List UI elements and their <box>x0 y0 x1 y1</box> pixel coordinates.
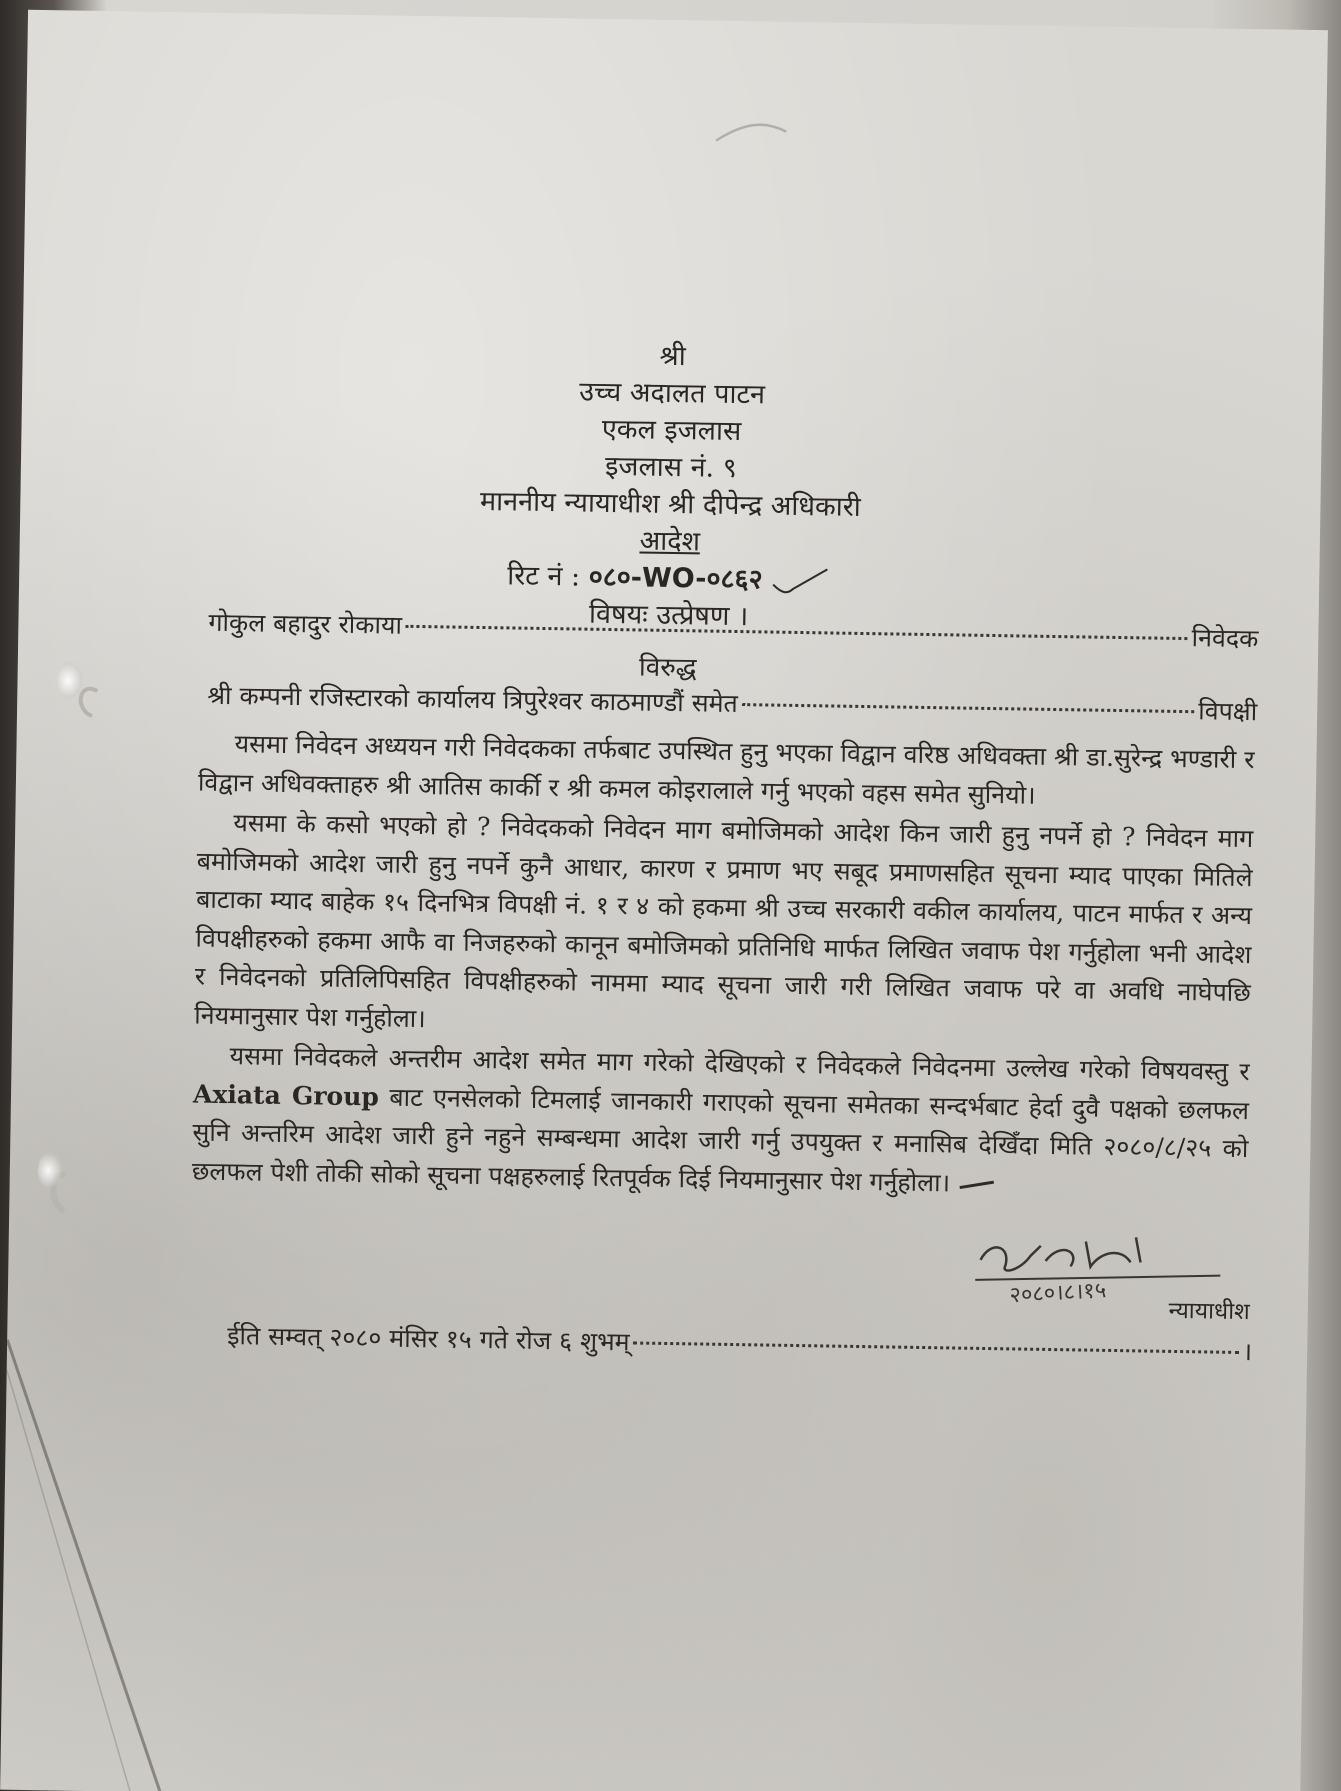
tick-mark-icon <box>771 566 831 597</box>
closing-line <box>227 1318 1252 1368</box>
pen-stroke-icon <box>958 1178 998 1193</box>
signature-date: २०८०।८।१५ <box>1008 1278 1107 1309</box>
petitioner-role: निवेदक <box>1191 623 1259 654</box>
company-name: Axiata Group <box>192 1079 380 1111</box>
writ-label: रिट नं : <box>506 560 581 593</box>
header-shree: श्री <box>659 340 687 373</box>
punch-hole-bottom <box>38 1150 65 1190</box>
versus-label: विरुद्ध <box>638 652 697 684</box>
paragraph-show-cause: यसमा के कसो भएको हो ? निवेदकको निवेदन माग बमोजिमको आदेश किन जारी हुनु नपर्ने हो ? निवेदन माग बमोजिमको आदेश जारी हुनु नपर्ने कुनै आधार, कारण र प्रमाण भए सबूद प्रमाणसहित सूचना म्याद पाएका मितिले बाटाका म्याद बाहेक १५ दिनभित्र विपक्षी नं. १ र ४ को हकमा श्री उच्च सरकारी वकील कार्यालय, पाटन मार्फत र अन्य विपक्षीहरुको हकमा आफै वा निजहरुको कानून बमोजिमको प्रतिनिधि मार्फत लिखित जवाफ पेश गर्नुहोला भनी आदेश र निवेदनको प्रतिलिपिसहित विपक्षीहरुको नाममा म्याद सूचना जारी गरी लिखित जवाफ परे वा अवधि नाघेपछि नियमानुसार पेश गर्नुहोला। <box>194 808 1254 1033</box>
order-header <box>18 328 1322 644</box>
bench-number: इजलास नं. ९ <box>604 450 738 484</box>
paragraph-interim-order <box>192 1037 1250 1208</box>
respondent-name: श्री कम्पनी रजिस्टारको कार्यालय त्रिपुरेश्वर काठमाण्डौं समेत <box>207 680 739 719</box>
judge-name: माननीय न्यायाधीश श्री दीपेन्द्र अधिकारी <box>479 485 862 523</box>
dotted-leader <box>742 703 1194 713</box>
dotted-leader <box>406 625 1188 640</box>
order-title: आदेश <box>639 525 701 558</box>
dotted-leader <box>634 1341 1239 1354</box>
judge-title: न्यायाधीश <box>1168 1297 1250 1326</box>
paragraph-interim-part2: बाट एनसेलको टिमलाई जानकारी गराएको सूचना समेतका सन्दर्भबाट हेर्दा दुवै पक्षको छलफल सुनि अन्तरिम आदेश जारी हुने नहुने सम्बन्धमा आदेश जारी गर्नु उपयुक्त र मनासिब देखिँदा मिति २०८०/८/२५ को छलफल पेशी तोकी सोको सूचना पक्षहरुलाई रितपूर्वक दिई नियमानुसार पेश गर्नुहोला। <box>191 1082 1250 1197</box>
bench-type: एकल इजलास <box>601 413 742 448</box>
closing-text: ईति सम्वत् २०८० मंसिर १५ गते रोज ६ शुभम् <box>227 1321 630 1357</box>
order-body <box>192 725 1255 1210</box>
respondent-role: विपक्षी <box>1198 696 1258 727</box>
paragraph-hearing: यसमा निवेदन अध्ययन गरी निवेदकका तर्फबाट उपस्थित हुनु भएका विद्वान वरिष्ठ अधिवक्ता श्री डा.सुरेन्द्र भण्डारी र विद्वान अधिवक्ताहरु श्री आतिस कार्की र श्री कमल कोइरालाले गर्नु भएको वहस समेत सुनियो। <box>197 729 1255 810</box>
subject-line: विषयः उत्प्रेषण । <box>588 598 749 633</box>
closing-end: । <box>1242 1337 1253 1367</box>
writ-number: ०८०-WO-०८६२ <box>588 561 763 596</box>
paragraph-interim-part1: यसमा निवेदकले अन्तरीम आदेश समेत माग गरेको देखिएको र निवेदकले निवेदनमा उल्लेख गरेको विषयवस्तु र <box>229 1041 1250 1087</box>
court-name: उच्च अदालत पाटन <box>578 376 766 411</box>
petitioner-name: गोकुल बहादुर रोकाया <box>208 607 403 640</box>
court-order-page <box>0 10 1328 1791</box>
